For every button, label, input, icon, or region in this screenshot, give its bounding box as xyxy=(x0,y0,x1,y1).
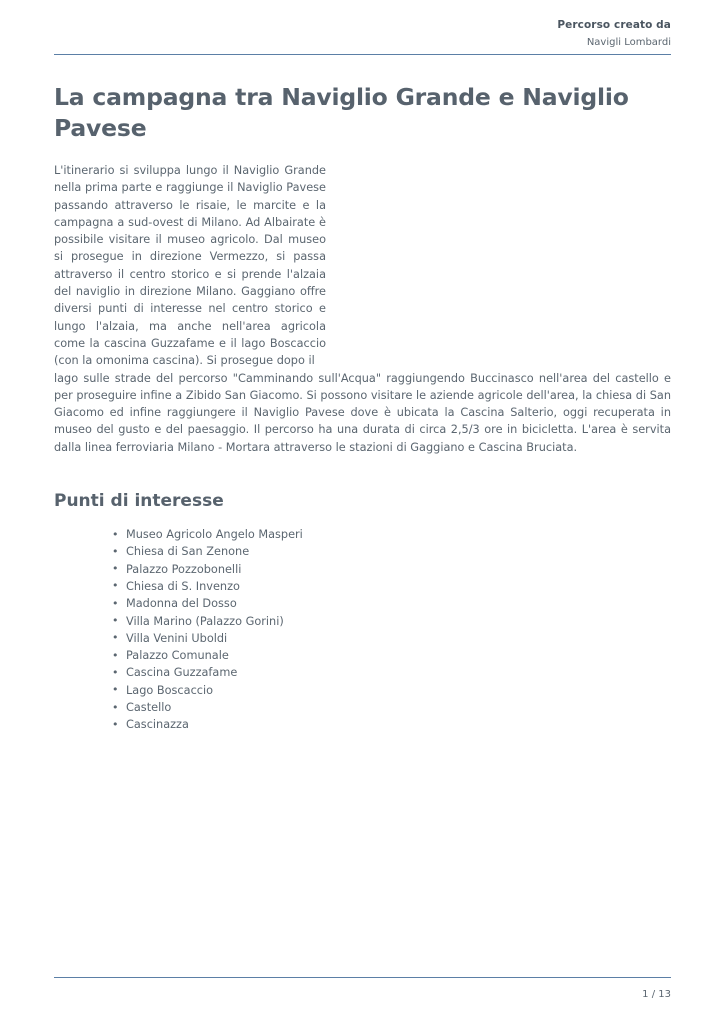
document-content xyxy=(54,82,671,734)
list-item: • Madonna del Dosso xyxy=(112,595,671,612)
intro-paragraph xyxy=(54,162,671,456)
list-item: • Chiesa di S. Invenzo xyxy=(112,578,671,595)
list-item: • Chiesa di San Zenone xyxy=(112,543,671,560)
page-number-indicator: 1 / 13 xyxy=(642,989,671,1000)
points-of-interest-list xyxy=(54,526,671,734)
list-item: • Castello xyxy=(112,699,671,716)
page-header xyxy=(54,18,671,50)
list-item: • Palazzo Pozzobonelli xyxy=(112,561,671,578)
list-item: • Palazzo Comunale xyxy=(112,647,671,664)
page-footer xyxy=(54,989,671,1000)
header-divider xyxy=(54,54,671,55)
header-organization-name: Navigli Lombardi xyxy=(586,37,671,48)
page-title: La campagna tra Naviglio Grande e Naviglio Pavese xyxy=(54,83,629,142)
list-item: • Museo Agricolo Angelo Masperi xyxy=(112,526,671,543)
list-item: • Lago Boscaccio xyxy=(112,682,671,699)
intro-paragraph-full-width: lago sulle strade del percorso "Camminando sull'Acqua" raggiungendo Buccinasco nell'area del castello e per proseguire infine a Zibido San Giacomo. Si possono visitare le aziende agricole dell'area, la chiesa di San Giacomo ed infine raggiungere il Naviglio Pavese dove è ubicata la Cascina Salterio, oggi recuperata in museo del gusto e del paesaggio. Il percorso ha una durata di circa 2,5/3 ore in bicicletta. L'area è servita dalla linea ferroviaria Milano - Mortara attraverso le stazioni di Gaggiano e Cascina Bruciata. xyxy=(54,371,671,454)
footer-divider xyxy=(54,977,671,978)
intro-paragraph-narrow-column: L'itinerario si sviluppa lungo il Naviglio Grande nella prima parte e raggiunge il Naviglio Pavese passando attraverso le risaie, le marcite e la campagna a sud-ovest di Milano. Ad Albairate è possibile visitare il museo agricolo. Dal museo si prosegue in direzione Vermezzo, si passa attraverso il centro storico e si prende l'alzaia del naviglio in direzione Milano. Gaggiano offre diversi punti di interesse nel centro storico e lungo l'alzaia, ma anche nell'area agricola come la cascina Guzzafame e il lago Boscaccio (con la omonima cascina). Si prosegue dopo il xyxy=(54,164,326,368)
section-title-points-of-interest: Punti di interesse xyxy=(54,491,224,512)
header-created-by-label: Percorso creato da xyxy=(557,19,671,31)
list-item: • Villa Venini Uboldi xyxy=(112,630,671,647)
list-item: • Cascinazza xyxy=(112,716,671,733)
list-item: • Villa Marino (Palazzo Gorini) xyxy=(112,613,671,630)
list-item: • Cascina Guzzafame xyxy=(112,664,671,681)
